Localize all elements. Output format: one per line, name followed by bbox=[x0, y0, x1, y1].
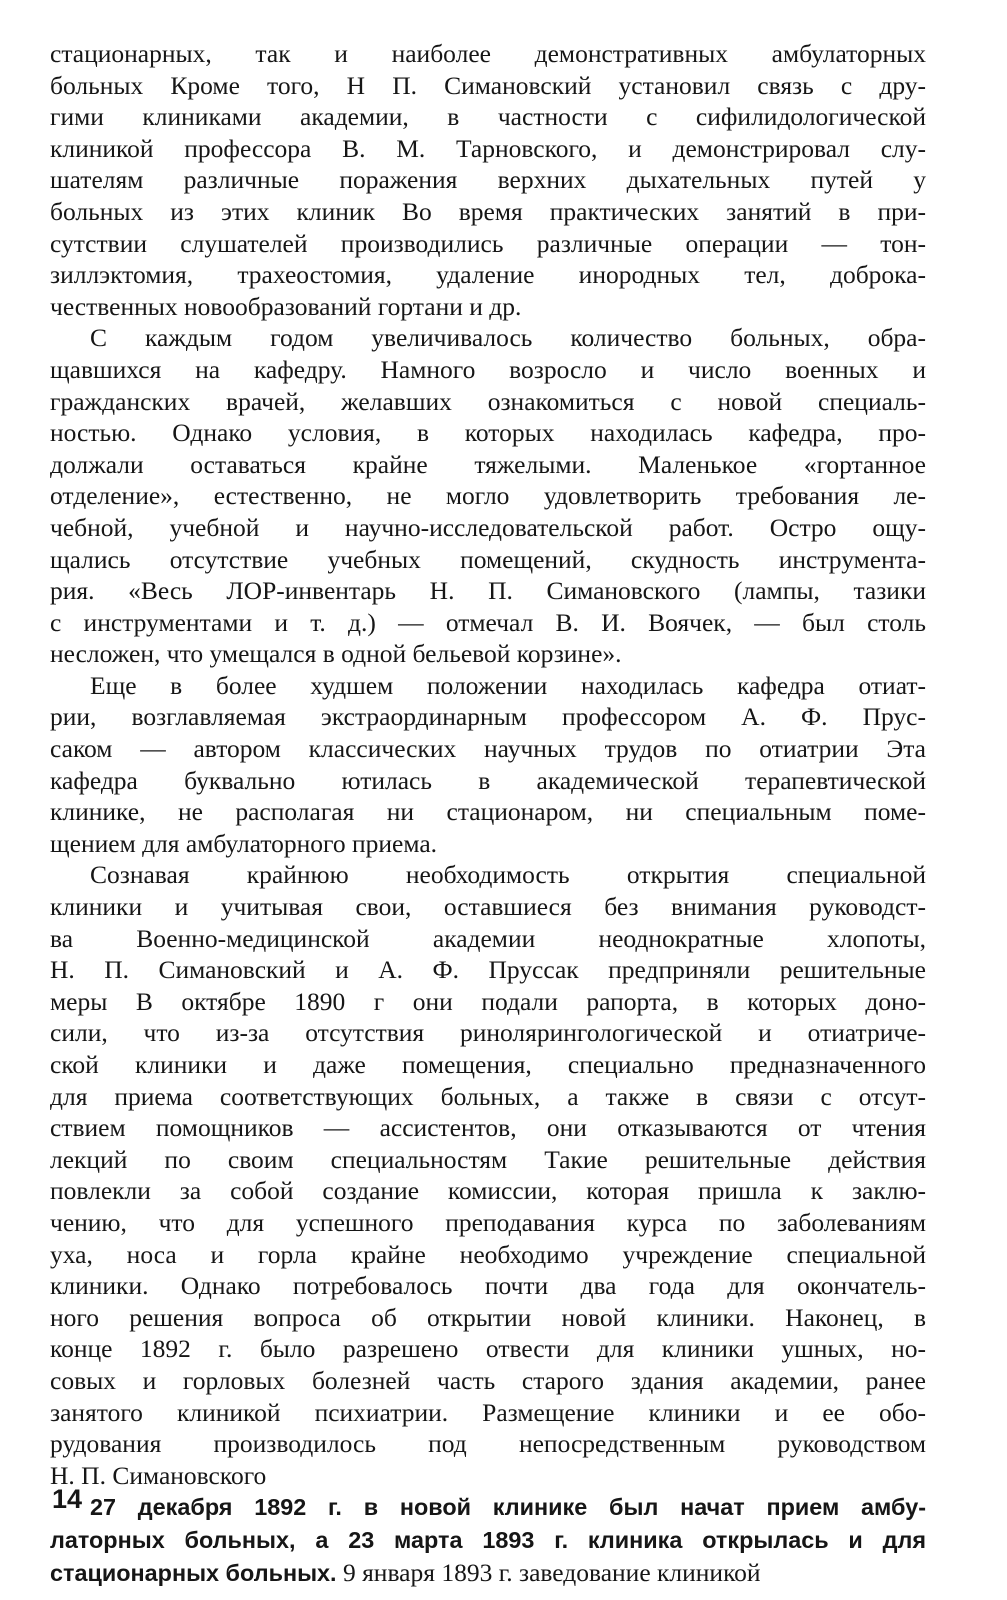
text-line: ствием помощников — ассистентов, они отказываются от чтения bbox=[50, 1113, 926, 1143]
text-line: рии, возглавляемая экстраординарным профессором А. Ф. Прус- bbox=[50, 702, 926, 732]
text-line: больных Кроме того, Н П. Симановский установил связь с дру- bbox=[50, 70, 926, 100]
text-line: саком — автором классических научных трудов по отиатрии Эта bbox=[50, 734, 926, 764]
bold-text-segment: латорных больных, а 23 марта 1893 г. клиника открылась и для bbox=[50, 1526, 926, 1553]
text-line: Н. П. Симановский и А. Ф. Пруссак предприняли решительные bbox=[50, 955, 926, 985]
text-line: щением для амбулаторного приема. bbox=[50, 828, 438, 858]
text-line: гражданских врачей, желавших ознакомиться с новой специаль- bbox=[50, 386, 926, 416]
text-line bbox=[50, 1524, 926, 1557]
text-line: занятого клиникой психиатрии. Размещение клиники и ее обо- bbox=[50, 1397, 926, 1427]
text-line: должали оставаться крайне тяжелыми. Маленькое «гортанное bbox=[50, 449, 926, 479]
text-line: гими клиниками академии, в частности с сифилидологической bbox=[50, 102, 926, 132]
text-line: кафедра буквально ютилась в академической терапевтической bbox=[50, 765, 926, 795]
text-line: с инструментами и т. д.) — отмечал В. И. Воячек, — был столь bbox=[50, 607, 926, 637]
text-line: стационарных, так и наиболее демонстративных амбулаторных bbox=[50, 39, 926, 68]
text-line: больных из этих клиник Во время практических занятий в при- bbox=[50, 196, 926, 226]
text-line: уха, носа и горла крайне необходимо учреждение специальной bbox=[50, 1239, 926, 1269]
paragraph-p2 bbox=[50, 322, 926, 670]
text-line: конце 1892 г. было разрешено отвести для клиники ушных, но- bbox=[50, 1334, 926, 1364]
text-line: рудования производилось под непосредственным руководством bbox=[50, 1429, 926, 1459]
text-line: сутствии слушателей производились различные операции — тон- bbox=[50, 228, 926, 258]
text-line: ва Военно-медицинской академии неоднократные хлопоты, bbox=[50, 923, 926, 953]
text-line: щались отсутствие учебных помещений, скудность инструмента- bbox=[50, 544, 926, 574]
paragraph-p1 bbox=[50, 38, 926, 322]
text-line: отделение», естественно, не могло удовлетворить требования ле- bbox=[50, 481, 926, 511]
paragraph-p3 bbox=[50, 670, 926, 860]
text-line: чебной, учебной и научно-исследовательской работ. Остро ощу- bbox=[50, 512, 926, 542]
text-line: Сознавая крайнюю необходимость открытия специальной bbox=[90, 860, 926, 890]
text-line: ностью. Однако условия, в которых находилась кафедра, про- bbox=[50, 418, 926, 448]
text-line: клинике, не располагая ни стационаром, ни специальным поме- bbox=[50, 797, 926, 827]
text-line: клиники и учитывая свои, оставшиеся без внимания руководст- bbox=[50, 892, 926, 922]
text-line: рия. «Весь ЛОР-инвентарь Н. П. Симановского (лампы, тазики bbox=[50, 576, 926, 606]
text-line: повлекли за собой создание комиссии, которая пришла к заклю- bbox=[50, 1176, 926, 1206]
text-line: совых и горловых болезней часть старого здания академии, ранее bbox=[50, 1365, 926, 1395]
bold-text-segment: 27 декабря 1892 г. в новой клинике был начат прием амбу- bbox=[90, 1494, 926, 1521]
text-line: лекций по своим специальностям Такие решительные действия bbox=[50, 1144, 926, 1174]
text-line: щавшихся на кафедру. Намного возросло и число военных и bbox=[50, 354, 926, 384]
page-text bbox=[50, 38, 926, 1589]
paragraph-p5 bbox=[50, 1491, 926, 1589]
text-line: сили, что из-за отсутствия ринолярингологической и отиатриче- bbox=[50, 1018, 926, 1048]
text-line: ской клиники и даже помещения, специально предназначенного bbox=[50, 1050, 926, 1079]
text-segment: 9 января 1893 г. заведование клиникой bbox=[336, 1557, 761, 1587]
text-line bbox=[50, 1491, 926, 1524]
text-line: меры В октябре 1890 г они подали рапорта, в которых доно- bbox=[50, 986, 926, 1016]
text-line: для приема соответствующих больных, а также в связи с отсут- bbox=[50, 1081, 926, 1111]
text-line: клиникой профессора В. М. Тарновского, и демонстрировал слу- bbox=[50, 133, 926, 163]
text-line: Еще в более худшем положении находилась кафедра отиат- bbox=[90, 670, 926, 700]
text-line: зиллэктомия, трахеостомия, удаление инородных тел, доброка- bbox=[50, 260, 926, 290]
page-number: 14 bbox=[52, 1484, 83, 1514]
text-line: Н. П. Симановского bbox=[50, 1460, 267, 1490]
text-line: клиники. Однако потребовалось почти два года для окончатель- bbox=[50, 1271, 926, 1301]
text-line: С каждым годом увеличивалось количество больных, обра- bbox=[90, 323, 926, 353]
text-line: чению, что для успешного преподавания курса по заболеваниям bbox=[50, 1207, 926, 1237]
text-line bbox=[50, 1557, 926, 1590]
text-line: чественных новообразований гортани и др. bbox=[50, 291, 522, 321]
text-line: ного решения вопроса об открытии новой клиники. Наконец, в bbox=[50, 1302, 926, 1332]
paragraph-p4 bbox=[50, 859, 926, 1491]
bold-text-segment: стационарных больных. bbox=[50, 1559, 337, 1586]
text-line: несложен, что умещался в одной бельевой корзине». bbox=[50, 639, 622, 669]
text-line: шателям различные поражения верхних дыхательных путей у bbox=[50, 165, 926, 195]
